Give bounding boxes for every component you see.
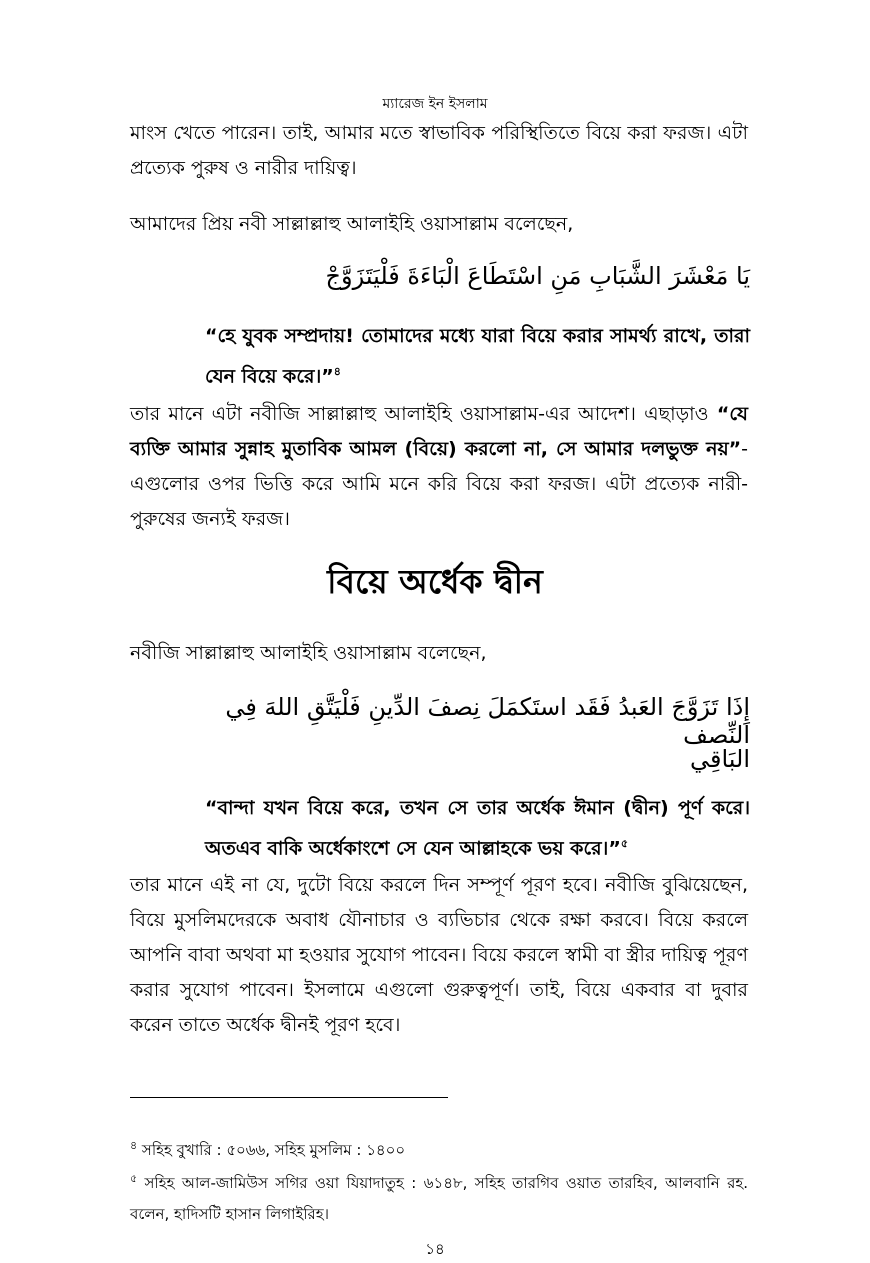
footnote-ref: ৪ — [333, 365, 341, 378]
paragraph-1: মাংস খেতে পারেন। তাই, আমার মতে স্বাভাবিক পরিস্থিতিতে বিয়ে করা ফরজ। এটা প্রত্যেক পুরুষ ও নারীর দায়িত্ব। — [130, 122, 748, 179]
paragraph-3-text-end: - এগুলোর ওপর ভিত্তি করে আমি মনে করি বিয়ে করা ফরজ। এটা প্রত্যেক নারী-পুরুষের জন্যই ফরজ। — [130, 438, 748, 530]
section-heading: বিয়ে অর্ধেক দ্বীন — [327, 562, 543, 601]
page-number: ১৪ — [425, 1240, 445, 1258]
footnote-4 — [130, 1130, 748, 1166]
paragraph-3-text: তার মানে এটা নবীজি সাল্লাল্লাহু আলাইহি ওয়াসাল্লাম-এর আদেশ। এছাড়াও — [130, 403, 717, 425]
arabic-hadith-1: يَا مَعْشَرَ الشَّبَابِ مَنِ اسْتَطَاعَ الْبَاءَةَ فَلْيَتَزَوَّجْ — [325, 262, 750, 290]
quote-text: “বান্দা যখন বিয়ে করে, তখন সে তার অর্ধেক ঈমান (দ্বীন) পূর্ণ করে। অতএব বাকি অর্ধেকাংশে সে যেন আল্লাহকে ভয় করে।” — [205, 797, 750, 860]
footnote-divider — [130, 1097, 448, 1098]
quote-text: “হে যুবক সম্প্রদায়! তোমাদের মধ্যে যারা বিয়ে করার সামর্থ্য রাখে, তারা যেন বিয়ে করে।” — [205, 325, 750, 388]
arabic-hadith-2-line-2: البَاقِي — [689, 745, 750, 773]
paragraph-4: নবীজি সাল্লাল্লাহু আলাইহি ওয়াসাল্লাম বলেছেন, — [130, 642, 487, 664]
footnote-text: সহিহ বুখারি : ৫০৬৬, সহিহ মুসলিম : ১৪০০ — [137, 1141, 406, 1159]
footnote-mark: ৫ — [130, 1172, 138, 1185]
paragraph-2: আমাদের প্রিয় নবী সাল্লাল্লাহু আলাইহি ওয়াসাল্লাম বলেছেন, — [130, 213, 574, 235]
paragraph-3 — [130, 397, 748, 537]
paragraph-3-emphasis: “যে ব্যক্তি আমার সুন্নাহ মুতাবিক আমল (বিয়ে) করলো না, সে আমার দলভুক্ত নয়” — [130, 403, 748, 460]
footnote-mark: ৪ — [130, 1139, 138, 1152]
arabic-hadith-2-line-1: إِذَا تَزَوَّجَ العَبدُ فَقَد استَكمَلَ نِصفَ الدِّينِ فَلْيَتَّقِ اللهَ فِي النِّصف — [225, 693, 750, 749]
footnote-5 — [130, 1163, 748, 1230]
running-header: ম্যারেজ ইন ইসলাম — [382, 96, 488, 112]
hadith-translation-2 — [205, 790, 750, 866]
footnote-text: সহিহ আল-জামিউস সগির ওয়া যিয়াদাতুহ : ৬১৪৮, সহিহ তারগিব ওয়াত তারহিব, আলবানি রহ. বলেন, হাদিসটি হাসান লিগাইরিহ। — [130, 1174, 748, 1223]
hadith-translation-1 — [205, 318, 750, 394]
footnote-ref: ৫ — [620, 837, 628, 850]
paragraph-5: তার মানে এই না যে, দুটো বিয়ে করলে দিন সম্পূর্ণ পূরণ হবে। নবীজি বুঝিয়েছেন, বিয়ে মুসলিমদেরকে অবাধ যৌনাচার ও ব্যভিচার থেকে রক্ষা করবে। বিয়ে করলে আপনি বাবা অথবা মা হওয়ার সুযোগ পাবেন। বিয়ে করলে স্বামী বা স্ত্রীর দায়িত্ব পূরণ করার সুযোগ পাবেন। ইসলামে এগুলো গুরুত্বপূর্ণ। তাই, বিয়ে একবার বা দুবার করেন তাতে অর্ধেক দ্বীনই পূরণ হবে। — [130, 874, 748, 1036]
